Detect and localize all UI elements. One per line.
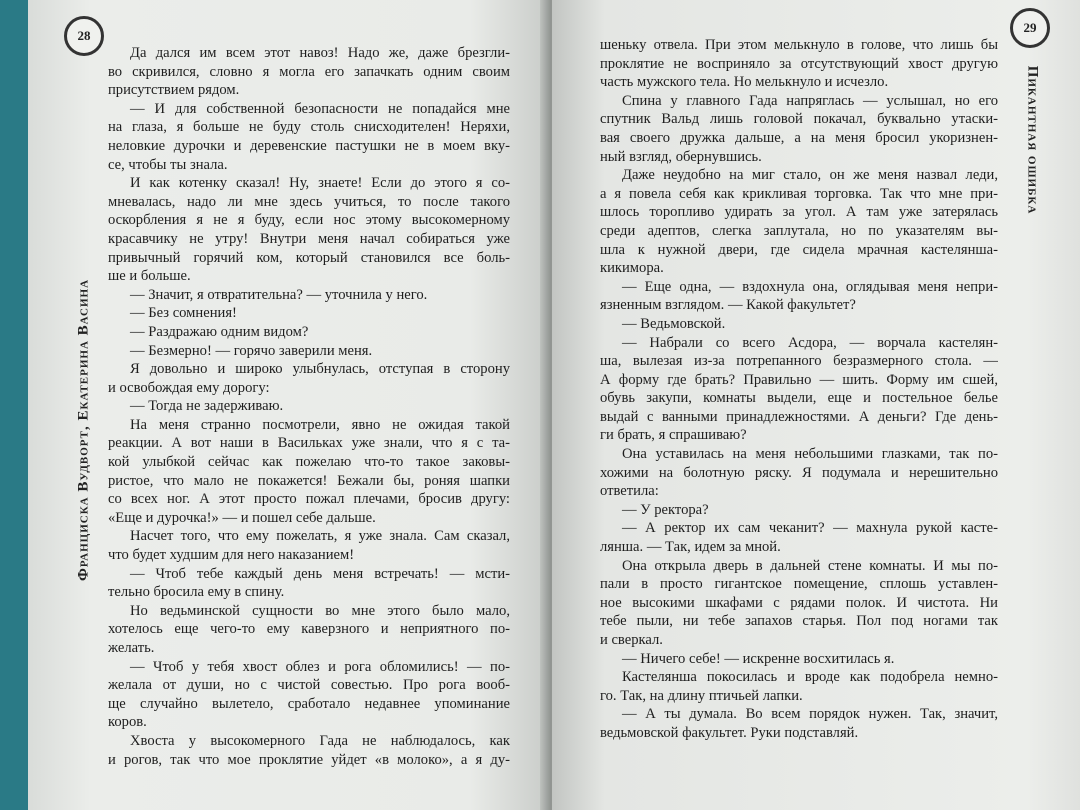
text-line: тебе пыли, ни тебе запахов старья. Пол под ногами так [600, 613, 998, 630]
text-line: — А ты думала. Во всем порядок нужен. Так, значит, [622, 706, 998, 723]
text-line: реакции. А вот наши в Васильках уже знали, что я с та- [108, 435, 510, 452]
text-line: со всех ног. А этот просто пожал плечами, бросив другу: [108, 491, 510, 508]
text-line: — Набрали со всего Асдора, — ворчала кастелян- [622, 334, 998, 351]
text-line: среди адептов, слегка заплутала, но по указателям вы- [600, 222, 998, 239]
text-line: выдай с ванными принадлежностями. А деньги? Где день- [600, 408, 998, 425]
text-line: и освобождая ему дорогу: [108, 379, 270, 396]
text-line: Она уставилась на меня небольшими глазками, так по- [622, 446, 998, 463]
text-line: шла к нужной двери, где сидела мрачная кастелянша- [600, 241, 998, 258]
left-page [28, 0, 548, 810]
text-line: Я довольно и широко улыбнулась, отступая в сторону [130, 361, 510, 378]
text-line: — А ректор их сам чеканит? — махнула рукой касте- [622, 520, 998, 537]
text-line: Да дался им всем этот навоз! Надо же, даже брезгли- [130, 45, 510, 61]
text-line: — Раздражаю одним видом? [130, 323, 309, 340]
text-line: ше и больше. [108, 268, 191, 285]
text-line: хотелось еще чего-то ему каверзного и неприятного по- [108, 621, 510, 638]
text-line: — Еще одна, — вздохнула она, оглядывая меня непри- [622, 278, 998, 295]
text-line: желала от души, но с чистой совестью. Про рога вооб- [108, 677, 510, 694]
text-line: Хвоста у высокомерного Гада не наблюдалось, как [130, 732, 510, 749]
page-number-left: 28 [64, 16, 104, 56]
text-line: что будет худшим для него наказанием! [108, 547, 355, 564]
text-line: а я повела себя как крикливая торговка. Так что мне при- [600, 185, 998, 202]
text-line: ведьмовской факультет. Руки подставляй. [600, 724, 859, 741]
right-page [552, 0, 1080, 810]
text-line: Спина у главного Гада напряглась — услышал, но его [622, 92, 998, 109]
right-page-text [600, 36, 998, 743]
text-line: — И для собственной безопасности не попадайся мне [130, 100, 510, 117]
text-line: мневалась, надо ли мне здесь учиться, то после такого [108, 193, 510, 210]
text-line: желать. [108, 640, 155, 656]
text-line: И как котенку сказал! Ну, знаете! Если до этого я со- [130, 175, 510, 192]
text-line: Кастелянша покосилась и вроде как подобрела немно- [622, 669, 998, 686]
text-line: Она открыла дверь в дальней стене комнаты. И мы по- [622, 557, 998, 574]
text-line: во скривился, словно я могла его запачкать одним своим [108, 63, 510, 80]
text-line: оскорбления я не я буду, если нос этому высокомерному [108, 212, 510, 229]
running-head-left: Франциска Вудворт, Екатерина Васина [75, 278, 92, 582]
text-line: привычный горячий ком, который становился все боль- [108, 249, 510, 266]
text-line: и рогов, так что мое проклятие уйдет «в молоко», а я ду- [108, 751, 510, 768]
page-number-right: 29 [1010, 8, 1050, 48]
text-line: проклятие не восприняло за отсутствующий хвост другую [600, 55, 998, 72]
text-line: на глаза, я больше не буду столь снисходителен! Неряхи, [108, 119, 510, 136]
text-line: присутствием рядом. [108, 82, 240, 99]
text-line: На меня странно посмотрели, явно не ожидая такой [130, 416, 510, 433]
text-line: ги брать, я спрашиваю? [600, 427, 747, 444]
text-line: ще случайно вылетело, сработало недавнее упоминание [108, 695, 510, 712]
text-line: Но ведьминской сущности во мне этого было мало, [130, 602, 510, 619]
text-line: — У ректора? [622, 501, 709, 518]
text-line: ристое, что мало не покажется! Бежали бы, роняя шапки [108, 472, 510, 489]
text-line: неловкие дурочки и деревенские пастушки не в моем вку- [108, 137, 510, 154]
text-line: язненным взглядом. — Какой факультет? [600, 297, 856, 314]
text-line: спутник Вальд лишь головой покачал, буквально утаски- [600, 111, 998, 128]
text-line: А форму где брать? Правильно — шить. Форму им сшей, [600, 371, 998, 388]
text-line: тельно бросила ему в спину. [108, 584, 285, 601]
text-line: красавчику не утру! Внутри меня начал собираться уже [108, 230, 510, 247]
text-line: шлось торопливо удирать за угол. А там уже затерялась [600, 204, 998, 221]
text-line: ша, вылезая из-за потрепанного безразмерного стола. — [600, 353, 998, 370]
text-line: вая своего дружка дальше, а на меня бросил укоризнен- [600, 129, 998, 146]
text-line: кой улыбкой сейчас как пожелаю что-то такое заковы- [108, 454, 510, 471]
text-line: и сверкал. [600, 632, 663, 648]
text-line: — Чтоб тебе каждый день меня встречать! — мсти- [130, 565, 510, 582]
text-line: обувь закупи, комнаты выдели, еще и постельное белье [600, 390, 998, 407]
text-line: ное высокими шкафами с рядами полок. И чистота. Ни [600, 594, 998, 611]
text-line: ответила: [600, 483, 659, 500]
text-line: — Тогда не задерживаю. [130, 398, 284, 415]
text-line: кикимора. [600, 260, 664, 277]
text-line: — Без сомнения! [130, 305, 237, 322]
left-page-text [108, 44, 510, 769]
text-line: го. Так, на длину птичьей лапки. [600, 687, 803, 704]
text-line: се, чтобы ты знала. [108, 156, 228, 173]
text-line: хожими на болотную ряску. Я подумала и нерешительно [600, 464, 998, 481]
text-line: коров. [108, 714, 147, 731]
text-line: Даже неудобно на миг стало, он же меня назвал леди, [622, 167, 998, 184]
text-line: пали в просто гигантское помещение, сплошь уставлен- [600, 576, 998, 593]
text-line: — Безмерно! — горячо заверили меня. [130, 342, 373, 359]
running-head-right: Пикантная ошибка [1024, 65, 1041, 215]
text-line: — Значит, я отвратительна? — уточнила у него. [130, 286, 428, 303]
text-line: ный взгляд, обернувшись. [600, 148, 762, 165]
text-line: лянша. — Так, идем за мной. [600, 539, 781, 556]
text-line: — Ведьмовской. [622, 315, 726, 332]
text-line: Насчет того, что ему пожелать, я уже знала. Сам сказал, [130, 528, 510, 545]
text-line: — Чтоб у тебя хвост облез и рога обломились! — по- [130, 658, 510, 675]
text-line: шеньку отвела. При этом мелькнуло в голове, что лишь бы [600, 37, 998, 53]
text-line: часть мужского тела. Но мелькнуло и исчезло. [600, 74, 889, 91]
text-line: «Еще и дурочка!» — и пошел себе дальше. [108, 509, 376, 526]
text-line: — Ничего себе! — искренне восхитилась я. [622, 650, 895, 667]
